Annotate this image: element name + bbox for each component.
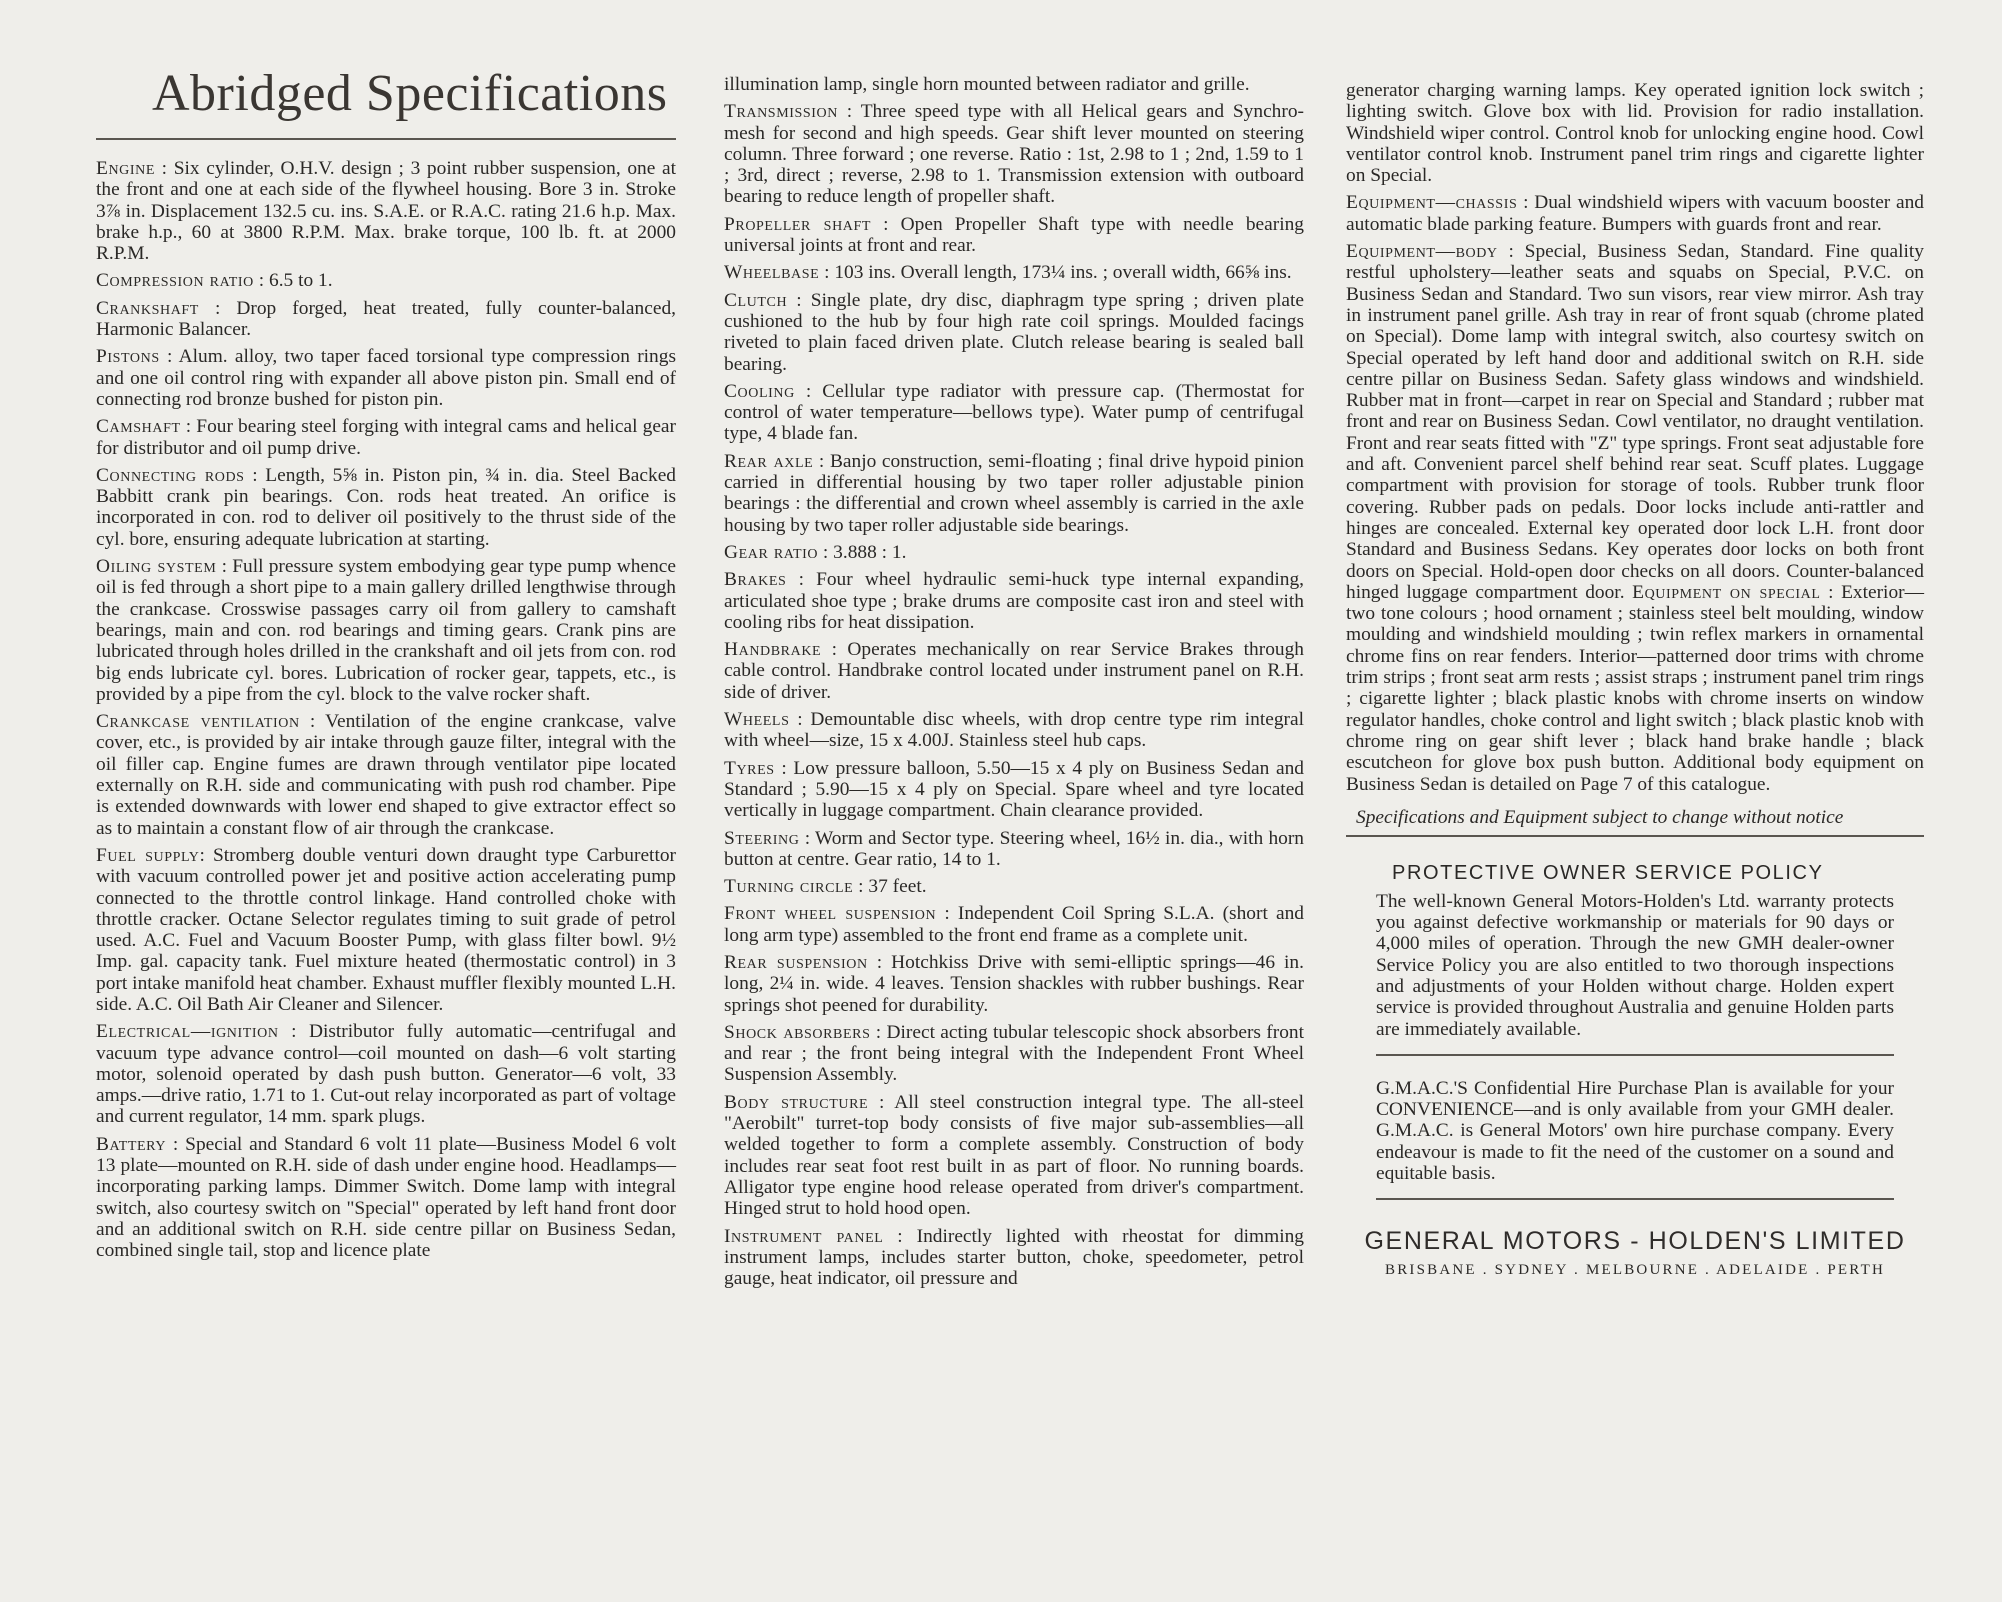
spec-text: Banjo construction, semi-floating ; final drive hypoid pinion carried in differential housing by two taper roller adjustable pinion bearings : the differential and crown wheel assembly is carried in the axle housing by two taper roller adjustable side bearings.	[724, 450, 1304, 536]
spec-battery: Battery : Special and Standard 6 volt 11 plate—Business Model 6 volt 13 plate—mounted on R.H. side of dash under engine hood. Headlamps—incorporating parking lamps. Dimmer Switch. Dome lamp with integral switch, also courtesy switch on "Special" operated by left hand front door and an additional switch on R.H. side centre pillar on Business Sedan, combined single tail, stop and licence plate	[96, 1133, 676, 1262]
spec-equipment-body: Equipment—body : Special, Business Sedan, Standard. Fine quality restful upholstery—leather seats and squabs on Special, P.V.C. on Business Sedan and Standard. Two sun visors, rear view mirror. Ash tray in instrument panel grille. Ash tray in rear of front squab (chrome plated on Special). Dome lamp with integral switch, also courtesy switch on Special operated by left hand door and additional switch on R.H. side centre pillar on Business Sedan. Safety glass windows and windshield. Rubber mat in front—carpet in rear on Special and Standard ; rubber mat front and rear on Business Sedan. Cowl ventilator, no draught ventilation. Front and rear seats fitted with "Z" type springs. Front seat adjustable fore and aft. Convenient parcel shelf behind rear seat. Scuff plates. Luggage compartment with provision for storage of tools. Rubber trunk floor covering. Rubber pads on pedals. Door locks include anti-rattler and hinges are concealed. External key operated door lock L.H. front door Standard and Business Sedans. Key operates door locks on both front doors on Special. Hold-open door checks on all doors. Counter-balanced hinged luggage compartment door. Equipment on special : Exterior—two tone colours ; hood ornament ; stainless steel belt moulding, window moulding and windshield moulding ; twin reflex markers in ornamental chrome fins on rear fenders. Interior—patterned door trims with chrome trim strips ; front seat arm rests ; assist straps ; instrument panel trim rings ; cigarette lighter ; black plastic knobs with chrome inserts on window regulator handles, choke control and light switch ; black plastic knob with chrome ring on gear shift lever ; black hand brake handle ; black escutcheon for glove box push button. Additional body equipment on Business Sedan is detailed on Page 7 of this catalogue.	[1346, 241, 1924, 795]
title-rule	[96, 138, 676, 140]
spec-label: Propeller shaft	[724, 213, 872, 235]
spec-text: Alum. alloy, two taper faced torsional type compression rings and one oil control ring with expander all above piston pin. Small end of connecting rod bronze bushed for piston pin.	[96, 346, 676, 410]
spec-fuel-supply: Fuel supply: Stromberg double venturi down draught type Carburettor with vacuum controlled power jet and positive action accelerating pump connected to the throttle control linkage. Hand controlled choke with throttle cracker. Octane Selector regulates timing to suit grade of petrol used. A.C. Fuel and Vacuum Booster Pump, with glass filter bowl. 9½ Imp. gal. capacity tank. Fuel mixture heated (thermostatic control) in 3 port intake manifold heat chamber. Exhaust muffler flexibly mounted L.H. side. A.C. Oil Bath Air Cleaner and Silencer.	[96, 844, 676, 1015]
spec-instrument-panel-continued	[1346, 80, 1924, 186]
spec-wheelbase: Wheelbase : 103 ins. Overall length, 173¼ ins. ; overall width, 66⅝ ins.	[724, 262, 1292, 284]
spec-label: Front wheel suspension	[724, 903, 937, 925]
spec-label: Compression ratio	[96, 270, 254, 292]
spec-text: All steel construction integral type. The all-steel "Aerobilt" turret-top body consists of five major sub-assemblies—all welded together to form a complete assembly. Construction of body includes rear seat foot rest built in as part of floor. No running boards. Alligator type engine hood release operated from driver's compartment. Hinged strut to hold hood open.	[724, 1091, 1304, 1220]
spec-label: Transmission	[724, 101, 838, 123]
spec-label: Tyres	[724, 757, 775, 779]
spec-compression-ratio: Compression ratio : 6.5 to 1.	[96, 270, 333, 292]
spec-text: Low pressure balloon, 5.50—15 x 4 ply on Business Sedan and Standard ; 5.90—15 x 4 ply on Special. Spare wheel and tyre located vertically in luggage compartment. Chain clearance provided.	[724, 757, 1304, 822]
spec-label: Steering	[724, 827, 800, 849]
spec-text: Single plate, dry disc, diaphragm type spring ; driven plate cushioned to the hub by four high rate coil springs. Moulded facings riveted to plain faced driven plate. Clutch release bearing is sealed ball bearing.	[724, 289, 1304, 375]
spec-label: Crankshaft	[96, 297, 199, 319]
spec-brakes: Brakes : Four wheel hydraulic semi-huck type internal expanding, articulated shoe type ; brake drums are composite cast iron and steel with cooling ribs for heat dissipation.	[724, 569, 1304, 633]
spec-gear-ratio: Gear ratio : 3.888 : 1.	[724, 541, 907, 563]
spec-turning-circle: Turning circle : 37 feet.	[724, 876, 927, 898]
spec-cooling: Cooling : Cellular type radiator with pressure cap. (Thermostat for control of water temperature—bellows type). Water pump of centrifugal type, 4 blade fan.	[724, 380, 1304, 445]
column-1	[96, 0, 676, 1262]
spec-text: Direct acting tubular telescopic shock absorbers front and rear ; the front being integral with the Independent Front Wheel Suspension Assembly.	[724, 1021, 1304, 1086]
spec-handbrake: Handbrake : Operates mechanically on rear Service Brakes through cable control. Handbrake control located under instrument panel on R.H. side of driver.	[724, 639, 1304, 703]
spec-text: Full pressure system embodying gear type pump whence oil is fed through a short pipe to a main gallery drilled lengthwise through the crankcase. Crosswise passages carry oil from gallery to camshaft bearings, main and con. rod bearings and timing gears. Crank pins are lubricated through holes drilled in the crankshaft and oil jets from con. rod big ends lubricate cyl. bores. Lubrication of rocker gear, tappets, etc., is provided by a pipe from the cyl. block to the valve rocker shaft.	[96, 556, 676, 705]
spec-crankshaft: Crankshaft : Drop forged, heat treated, fully counter-balanced, Harmonic Balancer.	[96, 297, 676, 341]
spec-label: Shock absorbers	[724, 1021, 871, 1043]
spec-text: Indirectly lighted with rheostat for dimming instrument lamps, includes starter button, choke, speedometer, petrol gauge, heat indicator, oil pressure and	[724, 1225, 1304, 1290]
spec-label: Crankcase ventilation	[96, 711, 300, 733]
spec-front-wheel-suspension: Front wheel suspension : Independent Coil Spring S.L.A. (short and long arm type) assembled to the front end frame as a complete unit.	[724, 903, 1304, 946]
spec-label: Handbrake	[724, 639, 822, 661]
spec-label: Brakes	[724, 569, 787, 591]
spec-text: Independent Coil Spring S.L.A. (short and long arm type) assembled to the front end frame as a complete unit.	[724, 903, 1304, 946]
spec-oiling-system: Oiling system : Full pressure system embodying gear type pump whence oil is fed through a short pipe to a main gallery drilled lengthwise through the crankcase. Crosswise passages carry oil from gallery to camshaft bearings, main and con. rod bearings and timing gears. Crank pins are lubricated through holes drilled in the crankshaft and oil jets from con. rod big ends lubricate cyl. bores. Lubrication of rocker gear, tappets, etc., is provided by a pipe from the cyl. block to the valve rocker shaft.	[96, 556, 676, 705]
spec-connecting-rods: Connecting rods : Length, 5⅝ in. Piston pin, ¾ in. dia. Steel Backed Babbitt crank pin bearings. Con. rods heat treated. An orifice is incorporated in con. rod to deliver oil positively to the thrust side of the cyl. bore, ensuring adequate lubrication at starting.	[96, 464, 676, 550]
spec-text: Four wheel hydraulic semi-huck type internal expanding, articulated shoe type ; brake drums are composite cast iron and steel with cooling ribs for heat dissipation.	[724, 569, 1304, 633]
spec-text: Four bearing steel forging with integral cams and helical gear for distributor and oil pump drive.	[96, 416, 676, 459]
spec-label: Clutch	[724, 289, 788, 311]
spec-label: Equipment—body	[1346, 241, 1498, 263]
spec-text-equipment-special: Exterior—two tone colours ; hood ornament ; stainless steel belt moulding, window moulding and windshield moulding ; twin reflex markers in ornamental chrome fins on rear fenders. Interior—patterned door trims with chrome trim strips ; front seat arm rests ; assist straps ; instrument panel trim rings ; cigarette lighter ; black plastic knobs with chrome inserts on window regulator handles, choke control and light switch ; black plastic knob with chrome ring on gear shift lever ; black hand brake handle ; black escutcheon for glove box push button. Additional body equipment on Business Sedan is detailed on Page 7 of this catalogue.	[1346, 581, 1924, 795]
spec-label: Wheels	[724, 709, 790, 731]
spec-text: 3.888 : 1.	[833, 541, 907, 563]
spec-label: Instrument panel	[724, 1225, 884, 1247]
spec-list-3	[1346, 80, 1924, 795]
spec-label: Oiling system	[96, 556, 217, 578]
spec-steering: Steering : Worm and Sector type. Steering wheel, 16½ in. dia., with horn button at centre. Gear ratio, 14 to 1.	[724, 827, 1305, 870]
company-cities: BRISBANE . SYDNEY . MELBOURNE . ADELAIDE . PERTH	[1385, 1262, 1885, 1279]
spec-text: Drop forged, heat treated, fully counter-balanced, Harmonic Balancer.	[96, 297, 676, 341]
spec-propeller-shaft: Propeller shaft : Open Propeller Shaft type with needle bearing universal joints at front and rear.	[724, 213, 1304, 257]
column-2	[724, 0, 1304, 1289]
spec-label: Equipment—chassis	[1346, 192, 1518, 214]
spec-tyres: Tyres : Low pressure balloon, 5.50—15 x 4 ply on Business Sedan and Standard ; 5.90—15 x 4 ply on Special. Spare wheel and tyre located vertically in luggage compartment. Chain clearance provided.	[724, 757, 1304, 822]
gmac-text: G.M.A.C.'S Confidential Hire Purchase Plan is available for your CONVENIENCE—and is only available from your GMH dealer. G.M.A.C. is General Motors' own hire purchase company. Every endeavour is made to fit the need of the customer on a sound and equitable basis.	[1376, 1077, 1894, 1185]
spec-battery-continued	[724, 74, 1304, 95]
spec-label: Electrical—ignition	[96, 1021, 279, 1043]
policy-text: The well-known General Motors-Holden's Ltd. warranty protects you against defective workmanship or materials for 90 days or 4,000 miles of operation. Through the new GMH dealer-owner Service Policy you are also entitled to two thorough inspections and adjustments of your Holden without charge. Holden expert service is provided throughout Australia and genuine Holden parts are immediately available.	[1376, 890, 1894, 1040]
spec-instrument-panel: Instrument panel : Indirectly lighted with rheostat for dimming instrument lamps, includes starter button, choke, speedometer, petrol gauge, heat indicator, oil pressure and	[724, 1225, 1304, 1290]
spec-text: generator charging warning lamps. Key operated ignition lock switch ; lighting switch. Glove box with lid. Provision for radio installation. Windshield wiper control. Control knob for unlocking engine hood. Cowl ventilator control knob. Instrument panel trim rings and cigarette lighter on Special.	[1346, 80, 1924, 187]
spec-text: Operates mechanically on rear Service Brakes through cable control. Handbrake control located under instrument panel on R.H. side of driver.	[724, 639, 1304, 703]
spec-equipment-chassis: Equipment—chassis : Dual windshield wipers with vacuum booster and automatic blade parking feature. Bumpers with guards front and rear.	[1346, 192, 1924, 235]
spec-text: Distributor fully automatic—centrifugal and vacuum type advance control—coil mounted on dash—6 volt starting motor, solenoid operated by dash push button. Generator—6 volt, 33 amps.—drive ratio, 1.71 to 1. Cut-out relay incorporated as part of voltage and current regulator, 14 mm. spark plugs.	[96, 1021, 676, 1128]
spec-label: Cooling	[724, 380, 795, 402]
spec-camshaft: Camshaft : Four bearing steel forging with integral cams and helical gear for distributor and oil pump drive.	[96, 416, 676, 459]
notice-rule	[1346, 835, 1924, 837]
spec-label: Gear ratio	[724, 541, 819, 563]
spec-label-equipment-special: Equipment on special	[1632, 581, 1821, 603]
page-title: Abridged Specifications	[152, 65, 668, 122]
spec-label: Rear axle	[724, 450, 814, 472]
protective-policy-box	[1346, 861, 1924, 1201]
spec-text: Length, 5⅝ in. Piston pin, ¾ in. dia. Steel Backed Babbitt crank pin bearings. Con. rods heat treated. An orifice is incorporated in con. rod to deliver oil positively to the thrust side of the cyl. bore, ensuring adequate lubrication at starting.	[96, 464, 676, 550]
spec-label: Connecting rods	[96, 464, 245, 486]
spec-text: Special, Business Sedan, Standard. Fine quality restful upholstery—leather seats and squabs on Special, P.V.C. on Business Sedan and Standard. Two sun visors, rear view mirror. Ash tray in instrument panel grille. Ash tray in rear of front squab (chrome plated on Special). Dome lamp with integral switch, also courtesy switch on Special operated by left hand door and additional switch on R.H. side centre pillar on Business Sedan. Safety glass windows and windshield. Rubber mat in front—carpet in rear on Special and Standard ; rubber mat front and rear on Business Sedan. Cowl ventilator, no draught ventilation. Front and rear seats fitted with "Z" type springs. Front seat adjustable fore and aft. Convenient parcel shelf behind rear seat. Scuff plates. Luggage compartment with provision for storage of tools. Rubber trunk floor covering. Rubber pads on pedals. Door locks include anti-rattler and hinges are concealed. External key operated door lock L.H. front door Standard and Business Sedans. Key operates door locks on both front doors on Special. Hold-open door checks on all doors. Counter-balanced hinged luggage compartment door.	[1346, 241, 1924, 603]
spec-text: 37 feet.	[868, 876, 927, 898]
spec-label: Camshaft	[96, 416, 181, 438]
company-name: GENERAL MOTORS - HOLDEN'S LIMITED	[1364, 1227, 1906, 1256]
spec-clutch: Clutch : Single plate, dry disc, diaphragm type spring ; driven plate cushioned to the hub by four high rate coil springs. Moulded facings riveted to plain faced driven plate. Clutch release bearing is sealed ball bearing.	[724, 289, 1304, 375]
spec-label: Pistons	[96, 346, 160, 368]
spec-label: Turning circle	[724, 876, 854, 898]
spec-text: Cellular type radiator with pressure cap. (Thermostat for control of water temperature—bellows type). Water pump of centrifugal type, 4 blade fan.	[724, 380, 1304, 445]
policy-rule	[1376, 1054, 1894, 1056]
spec-text: 6.5 to 1.	[269, 270, 333, 292]
spec-text: Three speed type with all Helical gears and Synchro-mesh for second and high speeds. Gear shift lever mounted on steering column. Three forward ; one reverse. Ratio : 1st, 2.98 to 1 ; 2nd, 1.59 to 1 ; 3rd, direct ; reverse, 2.98 to 1. Transmission extension with outboard bearing to reduce length of propeller shaft.	[724, 101, 1304, 208]
spec-text: illumination lamp, single horn mounted between radiator and grille.	[724, 74, 1250, 95]
spec-text: 103 ins. Overall length, 173¼ ins. ; overall width, 66⅝ ins.	[834, 262, 1292, 284]
spec-list-1	[96, 158, 676, 1262]
spec-label: Fuel supply	[96, 844, 200, 866]
spec-electrical-ignition: Electrical—ignition : Distributor fully automatic—centrifugal and vacuum type advance control—coil mounted on dash—6 volt starting motor, solenoid operated by dash push button. Generator—6 volt, 33 amps.—drive ratio, 1.71 to 1. Cut-out relay incorporated as part of voltage and current regulator, 14 mm. spark plugs.	[96, 1021, 676, 1128]
policy-title: PROTECTIVE OWNER SERVICE POLICY	[1392, 861, 1824, 884]
spec-list-2	[724, 74, 1304, 1289]
spec-shock-absorbers: Shock absorbers : Direct acting tubular telescopic shock absorbers front and rear ; the front being integral with the Independent Front Wheel Suspension Assembly.	[724, 1021, 1304, 1086]
spec-text: Special and Standard 6 volt 11 plate—Business Model 6 volt 13 plate—mounted on R.H. side of dash under engine hood. Headlamps—incorporating parking lamps. Dimmer Switch. Dome lamp with integral switch, also courtesy switch on "Special" operated by left hand front door and an additional switch on R.H. side centre pillar on Business Sedan, combined single tail, stop and licence plate	[96, 1133, 676, 1262]
spec-label: Rear suspension	[724, 951, 868, 973]
spec-text: Dual windshield wipers with vacuum booster and automatic blade parking feature. Bumpers with guards front and rear.	[1346, 192, 1924, 235]
spec-crankcase-ventilation: Crankcase ventilation : Ventilation of the engine crankcase, valve cover, etc., is provided by air intake through gauze filter, integral with the oil filler cap. Engine fumes are drawn through ventilator pipe located externally on R.H. side and communicating with push rod chamber. Pipe is extended downwards with lower end shaped to give extractor effect so as to maintain a constant flow of air through the crankcase.	[96, 711, 677, 839]
spec-text: Open Propeller Shaft type with needle bearing universal joints at front and rear.	[724, 213, 1304, 257]
spec-label: Battery	[96, 1133, 167, 1155]
spec-transmission: Transmission : Three speed type with all Helical gears and Synchro-mesh for second and high speeds. Gear shift lever mounted on steering column. Three forward ; one reverse. Ratio : 1st, 2.98 to 1 ; 2nd, 1.59 to 1 ; 3rd, direct ; reverse, 2.98 to 1. Transmission extension with outboard bearing to reduce length of propeller shaft.	[724, 101, 1304, 208]
spec-label: Wheelbase	[724, 262, 820, 284]
spec-text: Worm and Sector type. Steering wheel, 16½ in. dia., with horn button at centre. Gear ratio, 14 to 1.	[724, 827, 1305, 870]
spec-engine: Engine : Six cylinder, O.H.V. design ; 3 point rubber suspension, one at the front and one at each side of the flywheel housing. Bore 3 in. Stroke 3⅞ in. Displacement 132.5 cu. ins. S.A.E. or R.A.C. rating 21.6 h.p. Max. brake h.p., 60 at 3800 R.P.M. Max. brake torque, 100 lb. ft. at 2000 R.P.M.	[96, 158, 676, 265]
spec-pistons: Pistons : Alum. alloy, two taper faced torsional type compression rings and one oil control ring with expander all above piston pin. Small end of connecting rod bronze bushed for piston pin.	[96, 346, 676, 410]
gmac-rule	[1376, 1198, 1894, 1200]
spec-body-structure: Body structure : All steel construction integral type. The all-steel "Aerobilt" turret-top body consists of five major sub-assemblies—all welded together to form a complete assembly. Construction of body includes rear seat foot rest built in as part of floor. No running boards. Alligator type engine hood release operated from driver's compartment. Hinged strut to hold hood open.	[724, 1091, 1304, 1220]
spec-wheels: Wheels : Demountable disc wheels, with drop centre type rim integral with wheel—size, 15 x 4.00J. Stainless steel hub caps.	[724, 709, 1304, 752]
spec-text: Ventilation of the engine crankcase, valve cover, etc., is provided by air intake through gauze filter, integral with the oil filler cap. Engine fumes are drawn through ventilator pipe located externally on R.H. side and communicating with push rod chamber. Pipe is extended downwards with lower end shaped to give extractor effect so as to maintain a constant flow of air through the crankcase.	[96, 711, 677, 839]
spec-text: Hotchkiss Drive with semi-elliptic springs—46 in. long, 2¼ in. wide. 4 leaves. Tension shackles with rubber bushings. Rear springs shot peened for durability.	[724, 951, 1304, 1016]
column-3	[1346, 0, 1924, 1279]
change-notice: Specifications and Equipment subject to change without notice	[1356, 806, 1844, 828]
spec-text: Six cylinder, O.H.V. design ; 3 point rubber suspension, one at the front and one at each side of the flywheel housing. Bore 3 in. Stroke 3⅞ in. Displacement 132.5 cu. ins. S.A.E. or R.A.C. rating 21.6 h.p. Max. brake h.p., 60 at 3800 R.P.M. Max. brake torque, 100 lb. ft. at 2000 R.P.M.	[96, 158, 676, 265]
spec-rear-axle: Rear axle : Banjo construction, semi-floating ; final drive hypoid pinion carried in differential housing by two taper roller adjustable pinion bearings : the differential and crown wheel assembly is carried in the axle housing by two taper roller adjustable side bearings.	[724, 450, 1304, 536]
spec-label: Body structure	[724, 1091, 869, 1113]
spec-label: Engine	[96, 158, 155, 179]
spec-text: Demountable disc wheels, with drop centre type rim integral with wheel—size, 15 x 4.00J. Stainless steel hub caps.	[724, 709, 1304, 752]
spec-text: Stromberg double venturi down draught type Carburettor with vacuum controlled power jet and positive action accelerating pump connected to the throttle control linkage. Hand controlled choke with throttle cracker. Octane Selector regulates timing to suit grade of petrol used. A.C. Fuel and Vacuum Booster Pump, with glass filter bowl. 9½ Imp. gal. capacity tank. Fuel mixture heated (thermostatic control) in 3 port intake manifold heat chamber. Exhaust muffler flexibly mounted L.H. side. A.C. Oil Bath Air Cleaner and Silencer.	[96, 844, 676, 1015]
spec-rear-suspension: Rear suspension : Hotchkiss Drive with semi-elliptic springs—46 in. long, 2¼ in. wide. 4 leaves. Tension shackles with rubber bushings. Rear springs shot peened for durability.	[724, 951, 1304, 1016]
